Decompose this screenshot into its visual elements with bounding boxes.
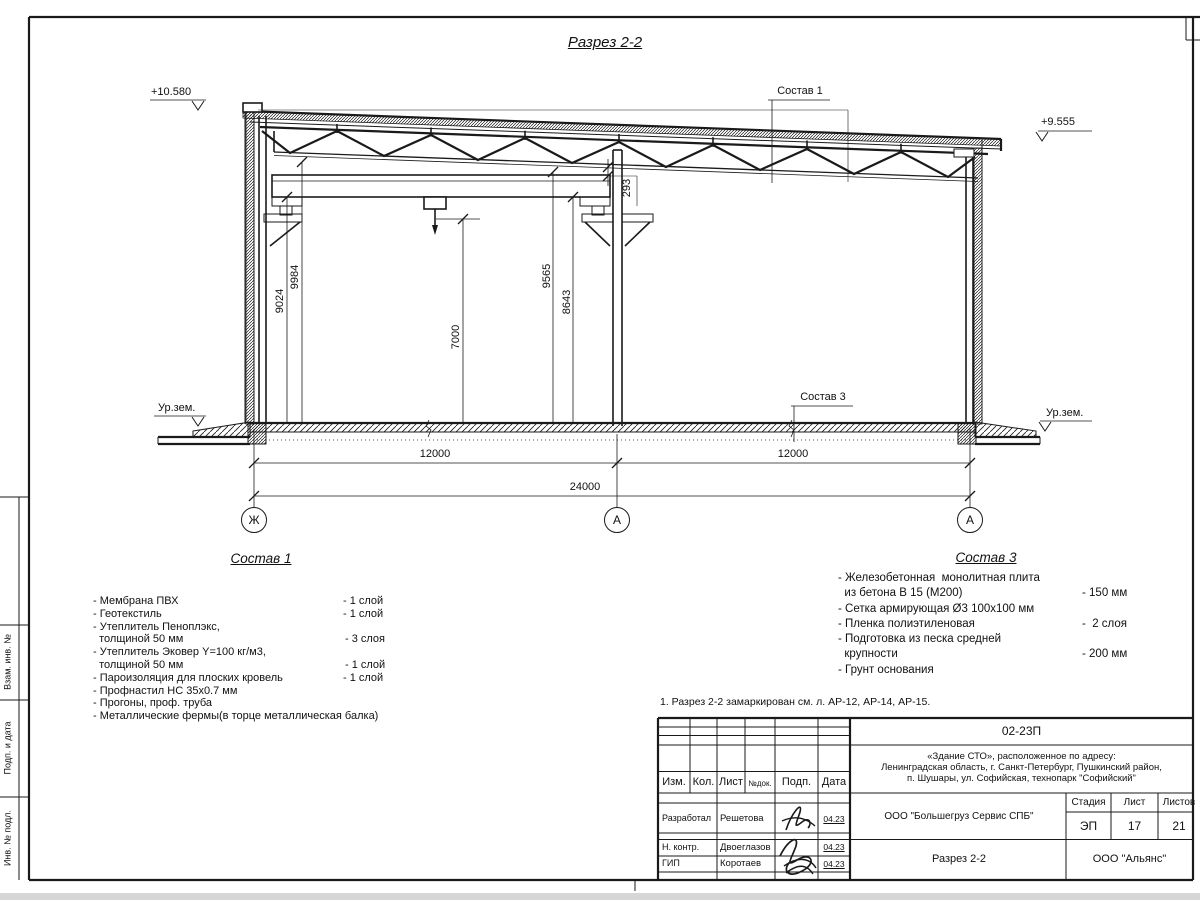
ground-level-left: Ур.зем. [158,402,196,414]
row-name-korotaev: Коротаев [720,858,762,869]
callout-sostav3: Состав 3 [800,391,846,403]
dim-293: 293 [621,178,633,198]
col-data: Дата [821,776,847,788]
dim-8643: 8643 [561,289,573,315]
dim-span-left: 12000 [419,448,451,460]
axis-a-right: А [965,513,974,527]
sheet-label: Лист [1123,797,1146,808]
side-label-podp: Подп. и дата [2,721,13,775]
org-name: ООО "Альянс" [1092,853,1167,865]
dim-9984: 9984 [289,264,301,290]
list-item: - Сетка армирующая Ø3 100х100 мм [838,602,1035,615]
row-role-razrabotal: Разработал [662,813,711,823]
axis-zh: Ж [248,513,260,527]
list-item-value: - 1 слой [343,607,384,620]
list-item-value: - 3 слоя [345,633,386,646]
col-izm: Изм. [662,776,686,788]
list-item-value: - 150 мм [1082,587,1128,600]
viewer-background-strip [0,893,1200,900]
list-item: - Пароизоляция для плоских кровель [93,671,283,684]
sostav3-list [838,571,1168,678]
list-item: толщиной 50 мм [93,633,184,646]
list-item-value: - 1 слой [343,671,384,684]
dim-total: 24000 [569,481,601,493]
list-item: из бетона В 15 (М200) [838,587,963,600]
axis-a-middle: А [612,513,621,527]
list-item: - Утеплитель Эковер Y=100 кг/м3, [93,646,266,659]
row-role-nkontr: Н. контр. [662,842,700,852]
stage-value: ЭП [1079,819,1098,833]
side-label-vzam: Взам. инв. № [2,634,13,690]
sheets-value: 21 [1172,819,1186,833]
list-item-value: - 1 слой [345,658,386,671]
address-line-2: Ленинградская область, г. Санкт-Петербург, Пушкинский район, [881,762,1162,773]
col-podp: Подп. [781,776,812,788]
sheet-value: 17 [1127,819,1142,833]
list-item: - Утеплитель Пеноплэкс, [93,620,220,633]
list-item: - Геотекстиль [93,607,162,620]
row-name-reshetova: Решетова [720,813,764,824]
list-item: - Подготовка из песка средней [838,633,1002,646]
list-item: - Мембрана ПВХ [93,595,179,607]
row-date-2: 04.23 [823,842,845,852]
list-item: - Грунт основания [838,663,934,676]
dimension-lines [242,157,983,533]
list-item: толщиной 50 мм [93,658,184,671]
row-role-gip: ГИП [662,858,680,868]
col-list: Лист [719,776,743,788]
signature-marks [780,807,816,874]
address-line-1: «Здание СТО», расположенное по адресу: [927,751,1116,762]
callout-sostav1: Состав 1 [777,85,823,97]
address-line-3: п. Шушары, ул. Софийская, технопарк "Софийский" [907,773,1136,784]
col-kol: Кол. [692,776,715,788]
sheets-label: Листов [1162,797,1196,808]
crane-beam [264,175,653,246]
row-date-1: 04.23 [823,814,845,824]
col-ndok: №док. [748,779,772,788]
list-item: - Профнастил НС 35х0.7 мм [93,684,238,697]
sostav1-list [93,595,433,723]
dim-7000: 7000 [450,324,462,350]
stage-label: Стадия [1071,797,1106,808]
sheet-title: Разрез 2-2 [931,853,986,865]
dim-9024: 9024 [274,288,286,314]
elevation-top-right: +9.555 [1041,116,1075,128]
elevation-top-left: +10.580 [151,86,192,98]
sostav3-heading: Состав 3 [955,550,1017,565]
row-name-dvoeglazov: Двоеглазов [720,842,771,853]
list-item: - Прогоны, проф. труба [93,697,213,710]
dim-9565: 9565 [541,263,553,289]
floor-slab [158,420,1040,444]
sostav1-heading: Состав 1 [230,551,292,566]
company-name: ООО "Большегруз Сервис СПБ" [884,811,1034,822]
row-date-3: 04.23 [823,859,845,869]
ground-level-right: Ур.зем. [1046,407,1084,419]
dim-span-right: 12000 [777,448,809,460]
doc-number: 02-23П [1001,724,1042,738]
drawing-title: Разрез 2-2 [567,34,643,51]
list-item-value: - 2 слоя [1082,617,1128,630]
note-text: 1. Разрез 2-2 замаркирован см. л. АР-12, АР-14, АР-15. [660,696,931,708]
side-label-inv: Инв. № подл. [2,809,13,867]
list-item-value: - 200 мм [1082,648,1128,661]
list-item-value: - 1 слой [343,595,384,607]
list-item: - Металлические фермы(в торце металлическая балка) [93,710,379,723]
list-item: - Пленка полиэтиленовая [838,617,975,630]
list-item: крупности [838,648,898,661]
list-item: - Железобетонная монолитная плита [838,572,1040,584]
